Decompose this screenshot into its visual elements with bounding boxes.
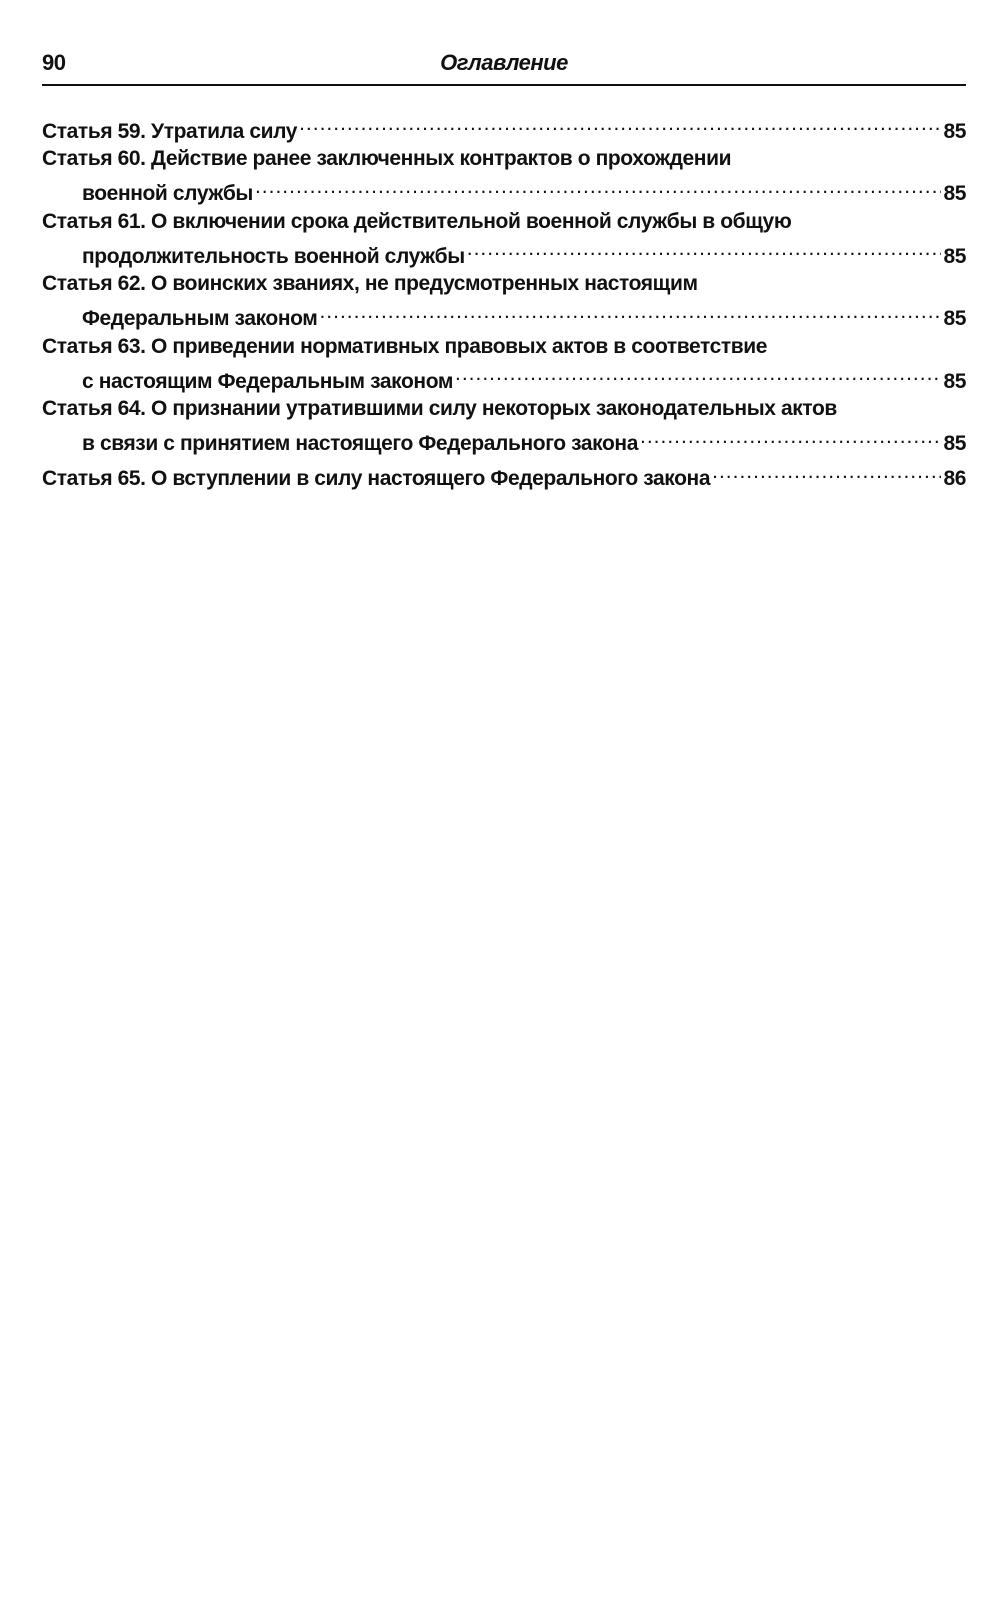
toc-entry bbox=[42, 333, 966, 396]
toc-entry bbox=[42, 145, 966, 208]
toc-line bbox=[42, 333, 966, 361]
toc-entry-title: Федеральным законом bbox=[82, 307, 318, 330]
toc-line bbox=[42, 360, 966, 395]
toc-entry bbox=[42, 208, 966, 271]
running-title: Оглавление bbox=[440, 50, 568, 75]
toc-entry-title: с настоящим Федеральным законом bbox=[82, 369, 453, 393]
toc-entry-title: военной службы bbox=[82, 182, 253, 205]
toc-entry-title: Статья 62. О воинских званиях, не предусмотренных настоящим bbox=[42, 272, 698, 295]
toc-line bbox=[42, 298, 966, 333]
toc-entry-title: Статья 60. Действие ранее заключенных контрактов о прохождении bbox=[42, 147, 732, 170]
toc-line bbox=[42, 235, 966, 270]
toc-line bbox=[42, 270, 966, 298]
toc-entry bbox=[42, 270, 966, 333]
toc-entry-title: Статья 65. О вступлении в силу настоящего Федерального закона bbox=[42, 467, 711, 490]
toc-entry-title: в связи с принятием настоящего Федерального закона bbox=[82, 432, 638, 455]
dot-leader bbox=[255, 173, 941, 201]
document-page bbox=[42, 50, 966, 493]
toc-page-number: 85 bbox=[943, 432, 966, 455]
toc-line bbox=[42, 458, 966, 493]
toc-page-number: 85 bbox=[943, 369, 966, 393]
running-header bbox=[42, 50, 966, 86]
toc-entry-title: Статья 63. О приведении нормативных правовых актов в соответствие bbox=[42, 334, 768, 358]
toc-page-number: 85 bbox=[943, 182, 966, 205]
toc-page-number: 85 bbox=[943, 307, 966, 330]
toc-entry bbox=[42, 110, 966, 145]
toc-line bbox=[42, 173, 966, 208]
toc-page-number: 86 bbox=[943, 467, 966, 490]
dot-leader bbox=[299, 110, 941, 138]
dot-leader bbox=[319, 298, 941, 326]
toc-page-number: 85 bbox=[943, 119, 966, 143]
toc-line bbox=[42, 395, 966, 423]
dot-leader bbox=[712, 458, 941, 486]
dot-leader bbox=[640, 423, 941, 451]
toc-entry-title: Статья 64. О признании утратившими силу некоторых законодательных актов bbox=[42, 397, 837, 420]
dot-leader bbox=[455, 360, 941, 388]
toc-entry bbox=[42, 395, 966, 458]
toc-line bbox=[42, 208, 966, 236]
toc-line bbox=[42, 423, 966, 458]
toc-line bbox=[42, 110, 966, 145]
toc-entry-title: Статья 59. Утратила силу bbox=[42, 119, 298, 143]
toc-entry bbox=[42, 458, 966, 493]
dot-leader bbox=[467, 235, 942, 263]
toc-line bbox=[42, 145, 966, 173]
toc-entry-title: продолжительность военной службы bbox=[82, 244, 465, 268]
page-number: 90 bbox=[42, 50, 66, 75]
toc-entry-title: Статья 61. О включении срока действительной военной службы в общую bbox=[42, 209, 792, 233]
table-of-contents bbox=[42, 110, 966, 493]
toc-page-number: 85 bbox=[943, 244, 966, 268]
